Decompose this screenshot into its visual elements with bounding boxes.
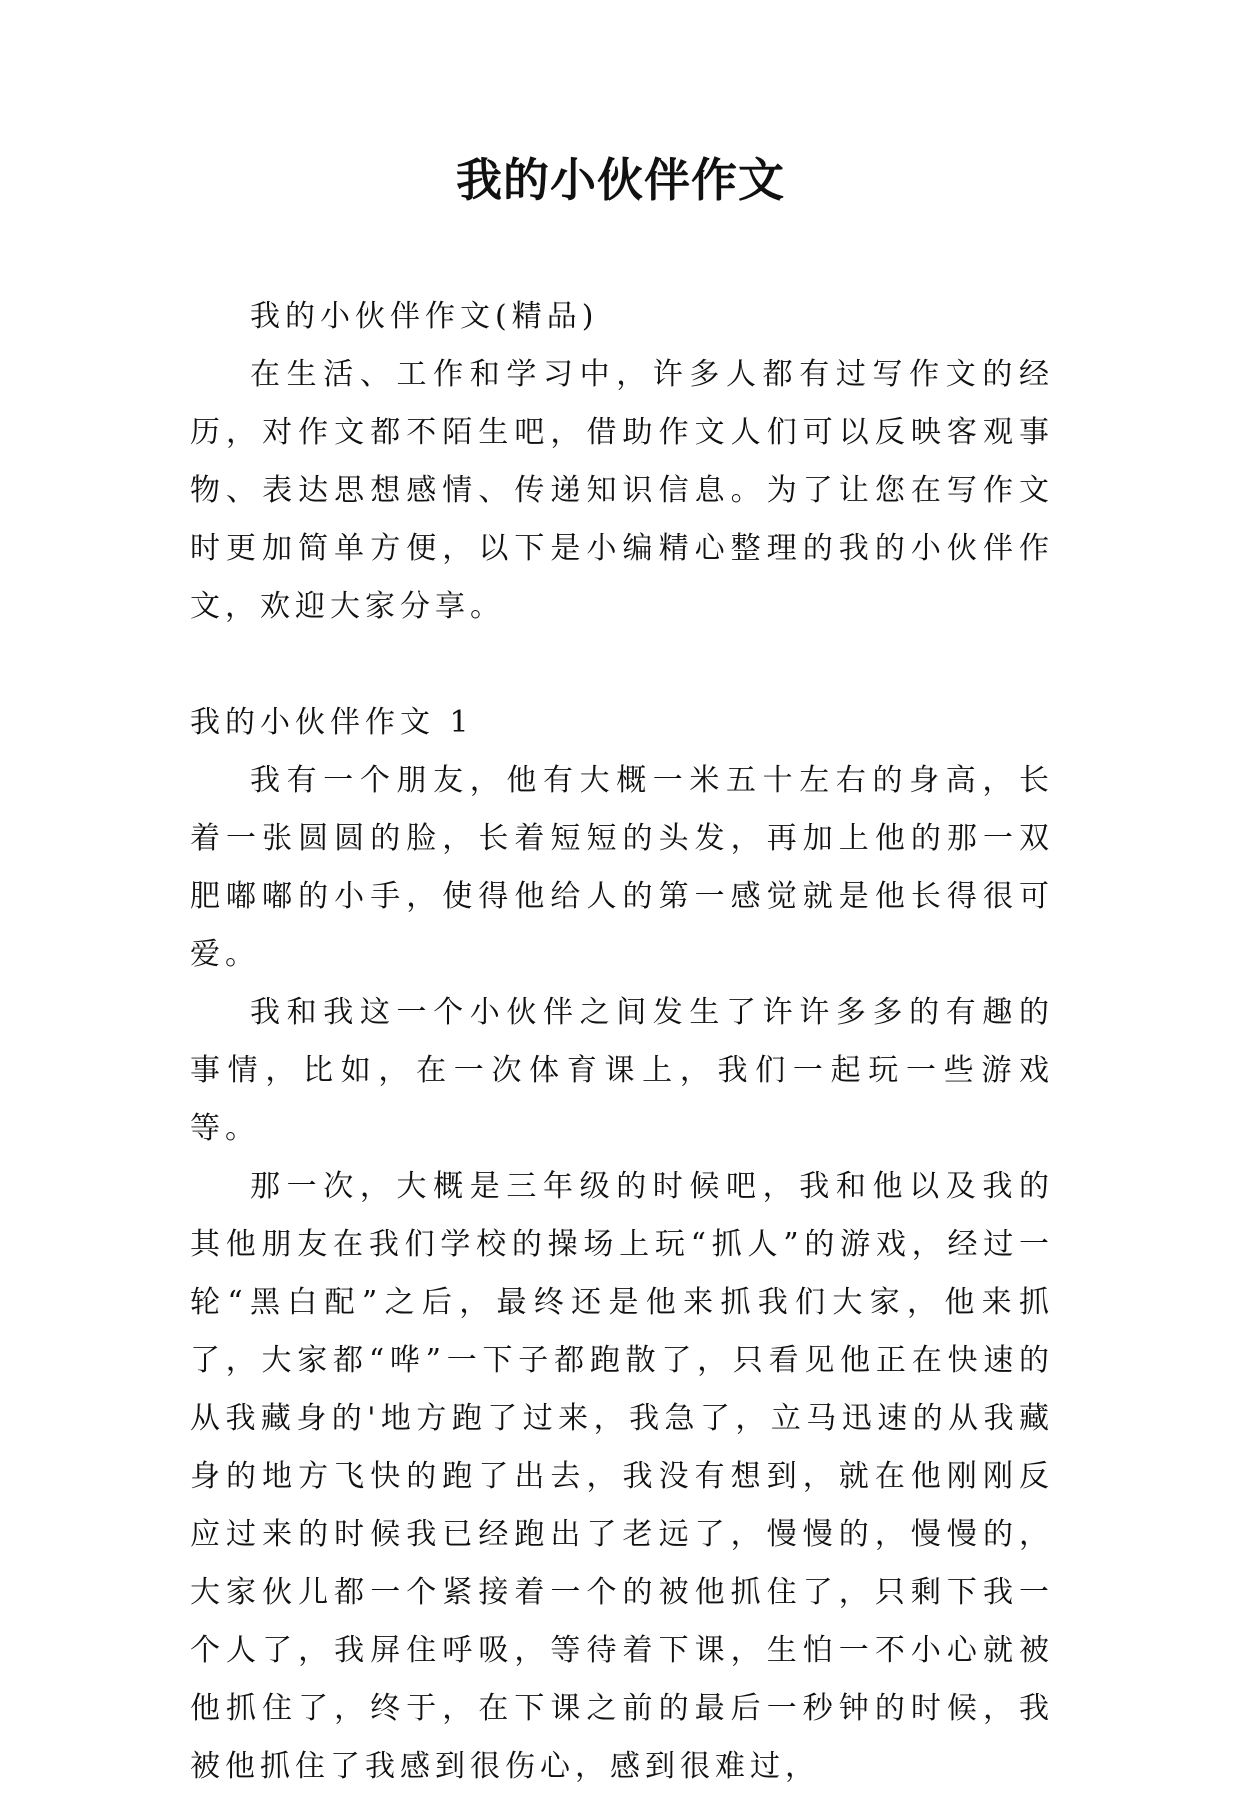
section-heading: 我的小伙伴作文 1	[190, 705, 474, 740]
document-body	[190, 288, 1054, 1796]
page-title: 我的小伙伴作文	[456, 153, 785, 207]
intro-paragraph: 在生活、工作和学习中，许多人都有过写作文的经历，对作文都不陌生吧，借助作文人们可以反映客观事物、表达思想感情、传递知识信息。为了让您在写作文时更加简单方便，以下是小编精心整理的我的小伙伴作文，欢迎大家分享。	[190, 357, 1054, 624]
body-paragraph: 我有一个朋友，他有大概一米五十左右的身高，长着一张圆圆的脸，长着短短的头发，再加上他的那一双肥嘟嘟的小手，使得他给人的第一感觉就是他长得很可爱。	[190, 763, 1054, 972]
intro-heading: 我的小伙伴作文(精品)	[250, 299, 599, 334]
body-paragraph: 我和我这一个小伙伴之间发生了许许多多的有趣的事情，比如，在一次体育课上，我们一起玩一些游戏等。	[190, 995, 1054, 1146]
body-paragraph: 那一次，大概是三年级的时候吧，我和他以及我的其他朋友在我们学校的操场上玩“抓人”的游戏，经过一轮“黑白配”之后，最终还是他来抓我们大家，他来抓了，大家都“哗”一下子都跑散了，只看见他正在快速的从我藏身的'地方跑了过来，我急了，立马迅速的从我藏身的地方飞快的跑了出去，我没有想到，就在他刚刚反应过来的时候我已经跑出了老远了，慢慢的，慢慢的，大家伙儿都一个紧接着一个的被他抓住了，只剩下我一个人了，我屏住呼吸，等待着下课，生怕一不小心就被他抓住了，终于，在下课之前的最后一秒钟的时候，我被他抓住了我感到很伤心，感到很难过，	[190, 1169, 1054, 1784]
